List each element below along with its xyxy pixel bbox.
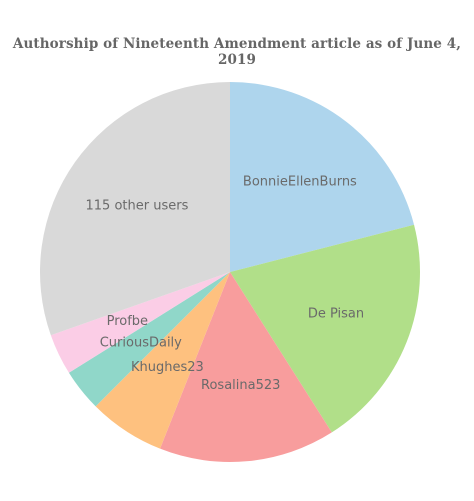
slice-label-profbe: Profbe — [106, 314, 149, 330]
slice-label-curiousdaily: CuriousDaily — [99, 335, 182, 351]
pie-slices — [40, 82, 420, 462]
slice-label-bonnieellenburns: BonnieEllenBurns — [242, 174, 357, 190]
chart-title: Authorship of Nineteenth Amendment article as of June 4, 2019 — [12, 36, 462, 68]
slice-label-khughes23: Khughes23 — [131, 359, 204, 375]
slice-label-rosalina523: Rosalina523 — [201, 377, 281, 393]
slice-label-115-other-users: 115 other users — [85, 198, 189, 214]
slice-label-de-pisan: De Pisan — [307, 306, 365, 322]
